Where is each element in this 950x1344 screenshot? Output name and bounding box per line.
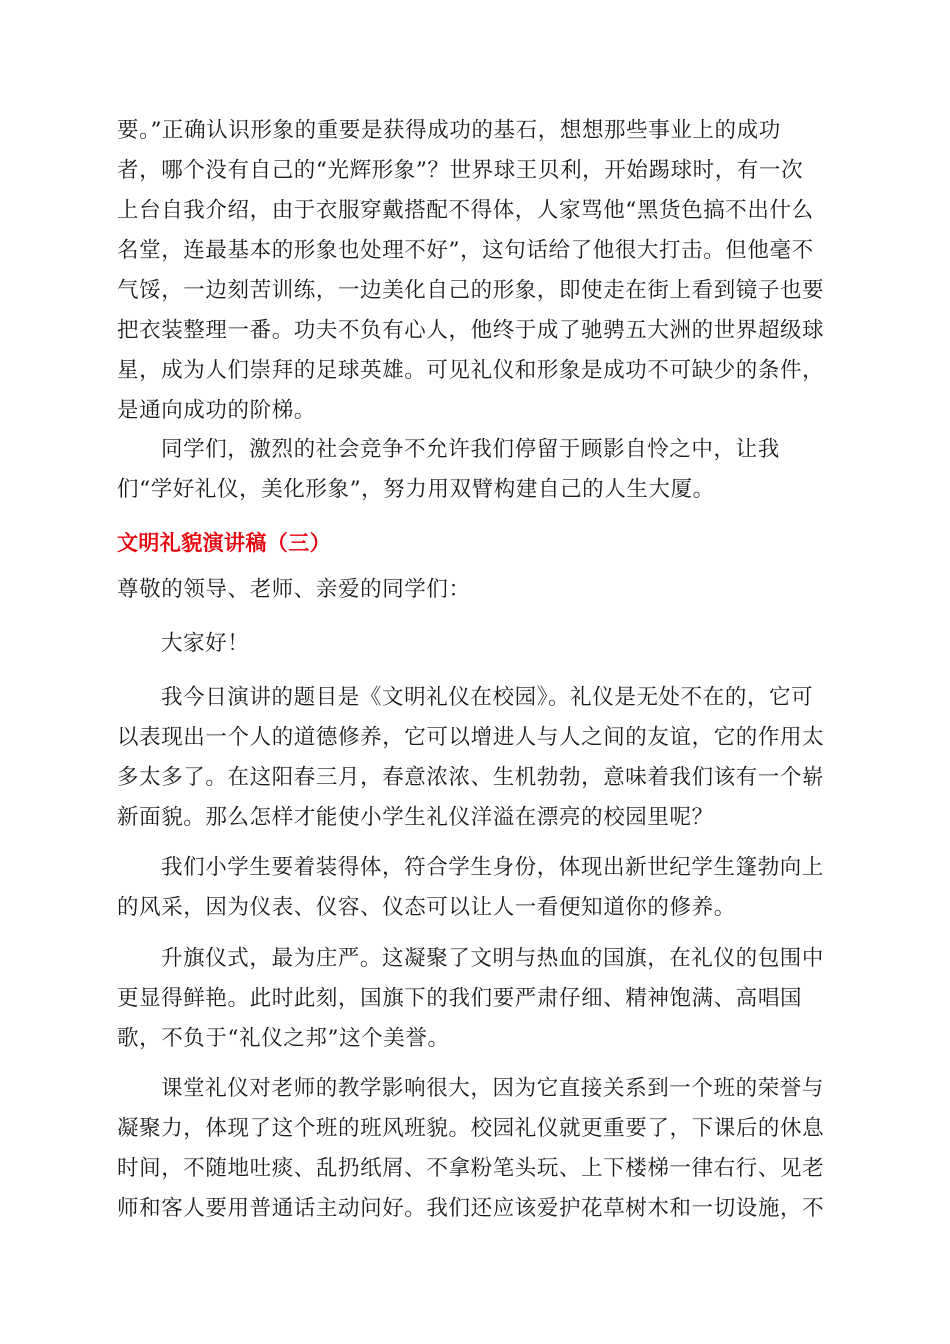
paragraph-pele-story [117,111,837,431]
greeting-text: 大家好！ [161,631,250,656]
paragraph-line: 歌，不负于“礼仪之邦”这个美誉。 [117,1026,450,1051]
paragraph-line: 同学们，激烈的社会竞争不允许我们停留于顾影自怜之中，让我 [161,437,780,462]
paragraph-line: 新面貌。那么怎样才能使小学生礼仪洋溢在漂亮的校园里呢？ [117,805,714,830]
paragraph-line: 更显得鲜艳。此时此刻，国旗下的我们要严肃仔细、精神饱满、高唱国 [117,986,803,1011]
paragraph-classroom [117,1069,837,1229]
paragraph-line: 升旗仪式，最为庄严。这凝聚了文明与热血的国旗，在礼仪的包围中 [161,946,825,971]
salutation [117,570,837,610]
paragraph-flag-ceremony [117,939,837,1059]
section-heading: 文明礼貌演讲稿（三） [117,531,331,555]
paragraph-line: 上台自我介绍，由于衣服穿戴搭配不得体，人家骂他“黑货色搞不出什么 [117,198,814,223]
salutation-text: 尊敬的领导、老师、亲爱的同学们： [117,577,471,602]
paragraph-line: 把衣装整理一番。功夫不负有心人，他终于成了驰骋五大洲的世界超级球 [117,318,825,343]
paragraph-line: 要。”正确认识形象的重要是获得成功的基石，想想那些事业上的成功 [117,118,781,143]
paragraph-line: 名堂，连最基本的形象也处理不好”，这句话给了他很大打击。但他毫不 [117,238,814,263]
paragraph-line: 我们小学生要着装得体，符合学生身份，体现出新世纪学生篷勃向上 [161,855,825,880]
paragraph-line: 课堂礼仪对老师的教学影响很大，因为它直接关系到一个班的荣誉与 [161,1076,825,1101]
paragraph-line: 多太多了。在这阳春三月，春意浓浓、生机勃勃，意味着我们该有一个崭 [117,765,825,790]
paragraph-line: 是通向成功的阶梯。 [117,398,316,423]
paragraph-line: 师和客人要用普通话主动问好。我们还应该爱护花草树木和一切设施，不 [117,1196,825,1221]
greeting [117,624,837,664]
paragraph-line: 星，成为人们崇拜的足球英雄。可见礼仪和形象是成功不可缺少的条件， [117,358,825,383]
paragraph-line: 我今日演讲的题目是《文明礼仪在校园》。礼仪是无处不在的，它可 [161,685,814,710]
paragraph-line: 凝聚力，体现了这个班的班风班貌。校园礼仪就更重要了，下课后的休息 [117,1116,825,1141]
paragraph-line: 们“学好礼仪，美化形象”，努力用双臂构建自己的人生大厦。 [117,477,715,502]
paragraph-line: 者，哪个没有自己的“光辉形象”？世界球王贝利，开始踢球时，有一次 [117,158,804,183]
paragraph-closing [117,430,837,510]
paragraph-line: 时间，不随地吐痰、乱扔纸屑、不拿粉笔头玩、上下楼梯一律右行、见老 [117,1156,825,1181]
paragraph-line: 的风采，因为仪表、仪容、仪态可以让人一看便知道你的修养。 [117,895,736,920]
paragraph-line: 气馁，一边刻苦训练，一边美化自己的形象，即使走在街上看到镜子也要 [117,278,825,303]
paragraph-dress [117,848,837,928]
paragraph-speech-topic [117,678,837,838]
paragraph-line: 以表现出一个人的道德修养，它可以增进人与人之间的友谊，它的作用太 [117,725,825,750]
